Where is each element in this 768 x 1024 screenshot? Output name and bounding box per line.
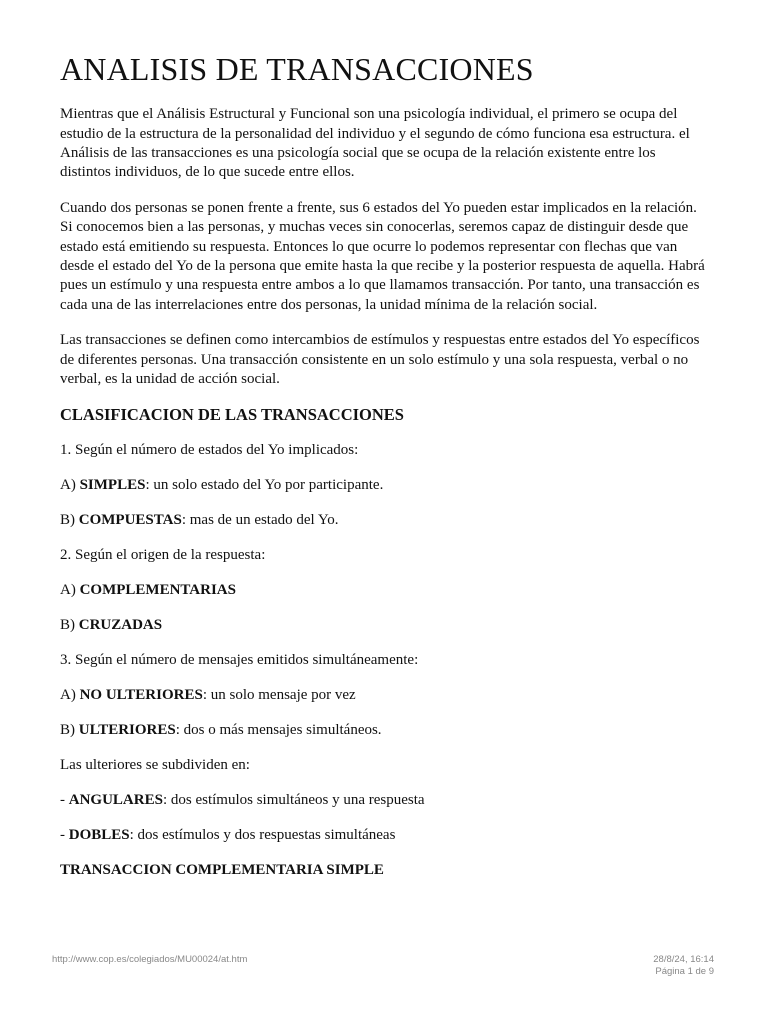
item-description: : un solo estado del Yo por participante. xyxy=(145,477,384,494)
footer-right xyxy=(653,954,714,978)
section-heading: CLASIFICACION DE LAS TRANSACCIONES xyxy=(60,405,404,425)
list-item xyxy=(60,616,710,635)
item-prefix: B) xyxy=(60,617,79,634)
item-prefix: B) xyxy=(60,722,79,739)
item-prefix: A) xyxy=(60,477,80,494)
subdivide-text: Las ulteriores se subdividen en: xyxy=(60,757,250,774)
subsection-heading xyxy=(60,861,710,880)
list-item xyxy=(60,581,710,600)
item-term: COMPLEMENTARIAS xyxy=(79,582,236,599)
print-datetime: 28/8/24, 16:14 xyxy=(653,954,714,965)
item-prefix: B) xyxy=(60,512,79,529)
body-paragraph: Las transacciones se definen como intercambios de estímulos y respuestas entre estados del Yo específicos de diferentes personas. Una transacción consistente en un solo estímulo y una sola respuesta, verbal o no verbal, es la unidad de acción social. xyxy=(60,332,700,388)
list-item xyxy=(60,791,710,810)
criterion-3: 3. Según el número de mensajes emitidos simultáneamente: xyxy=(60,652,419,669)
item-prefix: A) xyxy=(60,687,80,704)
item-term: DOBLES xyxy=(68,827,130,844)
item-term: ANGULARES xyxy=(68,792,163,809)
intro-paragraph: Mientras que el Análisis Estructural y Funcional son una psicología individual, el primero se ocupa del estudio de la estructura de la personalidad del individuo y el segundo de cómo funciona esa estructura. el Análisis de las transacciones es una psicología social que se ocupa de la relación existente entre los distintos individuos, de lo que sucede entre ellos. xyxy=(60,106,690,181)
body-paragraph: Cuando dos personas se ponen frente a frente, sus 6 estados del Yo pueden estar implicados en la relación. Si conocemos bien a las personas, y muchas veces sin conocerlas, seremos capaz de distinguir desde que estado está emitiendo su respuesta. Entonces lo que ocurre lo podemos representar con flechas que van desde el estado del Yo de la persona que emite hasta la que recibe y la posterior respuesta de aquella. Habrá pues un estímulo y una respuesta entre ambos a lo que llamamos transacción. Por tanto, una transacción es cada una de las interrelaciones entre dos personas, la unidad mínima de la relación social. xyxy=(60,199,705,313)
item-description: : mas de un estado del Yo. xyxy=(181,512,339,529)
item-term: ULTERIORES xyxy=(78,722,176,739)
item-prefix: - xyxy=(60,827,69,844)
list-item xyxy=(60,476,710,495)
item-term: COMPUESTAS xyxy=(78,512,182,529)
list-item xyxy=(60,721,710,740)
page-number: Página 1 de 9 xyxy=(655,966,714,977)
item-term: CRUZADAS xyxy=(78,617,163,634)
item-description: : un solo mensaje por vez xyxy=(202,687,356,704)
source-url: http://www.cop.es/colegiados/MU00024/at.htm xyxy=(52,954,248,965)
page-title: ANALISIS DE TRANSACCIONES xyxy=(60,51,534,87)
list-item xyxy=(60,511,710,530)
item-term: SIMPLES xyxy=(79,477,146,494)
item-description: : dos estímulos y dos respuestas simultáneas xyxy=(129,827,396,844)
list-item xyxy=(60,826,710,845)
item-prefix: - xyxy=(60,792,69,809)
list-item xyxy=(60,686,710,705)
item-description: : dos o más mensajes simultáneos. xyxy=(175,722,382,739)
item-term: NO ULTERIORES xyxy=(79,687,203,704)
item-description: : dos estímulos simultáneos y una respuesta xyxy=(162,792,425,809)
document-page xyxy=(60,52,710,896)
subsection-heading-text: TRANSACCION COMPLEMENTARIA SIMPLE xyxy=(60,862,384,879)
criterion-1: 1. Según el número de estados del Yo implicados: xyxy=(60,442,359,459)
criterion-2: 2. Según el origen de la respuesta: xyxy=(60,547,266,564)
item-prefix: A) xyxy=(60,582,80,599)
